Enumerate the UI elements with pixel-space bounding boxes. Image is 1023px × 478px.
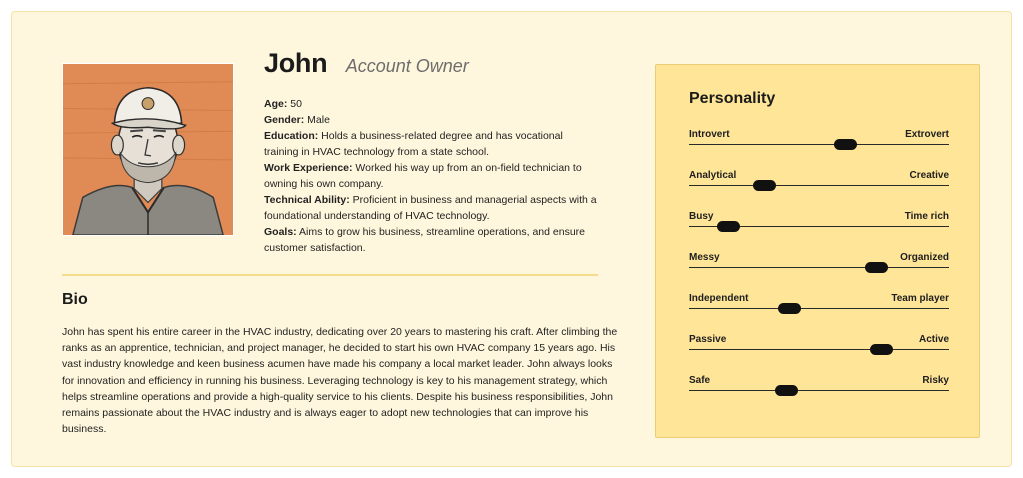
fact-label: Education:	[264, 130, 319, 142]
trait-right-label: Team player	[891, 293, 949, 304]
trait-slider-knob[interactable]	[775, 385, 798, 396]
trait-right-label: Organized	[900, 252, 949, 263]
trait-track	[689, 390, 949, 391]
trait-passive-active	[689, 334, 949, 358]
fact-value: Proficient in business and managerial aspects with a foundational understanding of HVAC technology.	[264, 194, 597, 222]
trait-right-label: Creative	[909, 170, 949, 181]
trait-left-label: Introvert	[689, 129, 730, 140]
persona-role: Account Owner	[345, 56, 469, 76]
trait-slider-knob[interactable]	[865, 262, 888, 273]
trait-slider-knob[interactable]	[753, 180, 776, 191]
trait-slider-knob[interactable]	[834, 139, 857, 150]
trait-safe-risky	[689, 375, 949, 399]
persona-header	[264, 48, 469, 79]
trait-track	[689, 267, 949, 268]
fact-work-experience	[264, 160, 599, 192]
fact-value: Worked his way up from an on-field technician to owning his own company.	[264, 162, 582, 190]
fact-value: Male	[304, 114, 330, 126]
section-divider	[62, 274, 598, 276]
personality-panel	[655, 64, 980, 438]
trait-left-label: Busy	[689, 211, 714, 222]
fact-value: 50	[287, 98, 302, 110]
fact-education	[264, 128, 599, 160]
fact-technical-ability	[264, 192, 599, 224]
fact-gender	[264, 112, 599, 128]
fact-label: Technical Ability:	[264, 194, 350, 206]
persona-name: John	[264, 48, 328, 78]
trait-left-label: Safe	[689, 375, 711, 386]
trait-left-label: Passive	[689, 334, 727, 345]
bio-title: Bio	[62, 291, 88, 308]
trait-messy-organized	[689, 252, 949, 276]
trait-independent-team-player	[689, 293, 949, 317]
fact-goals	[264, 224, 599, 256]
trait-track	[689, 349, 949, 350]
trait-busy-time-rich	[689, 211, 949, 235]
fact-label: Work Experience:	[264, 162, 353, 174]
trait-right-label: Time rich	[904, 211, 949, 222]
trait-left-label: Independent	[689, 293, 749, 304]
trait-track	[689, 185, 949, 186]
trait-analytical-creative	[689, 170, 949, 194]
personality-title: Personality	[689, 90, 776, 107]
bio-text: John has spent his entire career in the HVAC industry, dedicating over 20 years to mastering his craft. After climbing the ranks as an apprentice, technician, and project manager, he decided to start his own HVAC company 15 years ago. His vast industry knowledge and keen business acumen have made his company a local market leader. John always looks for innovation and efficiency in running his business. Leveraging technology is key to his management strategy, which helps streamline operations and provide a high-quality service to his clients. Despite his business responsibilities, John remains passionate about the HVAC industry and is always eager to adopt new technologies that can improve his business.	[62, 326, 618, 436]
fact-label: Gender:	[264, 114, 305, 126]
fact-age	[264, 96, 599, 112]
trait-slider-knob[interactable]	[778, 303, 801, 314]
fact-label: Goals:	[264, 226, 297, 238]
trait-slider-knob[interactable]	[870, 344, 893, 355]
trait-right-label: Active	[918, 334, 949, 345]
trait-left-label: Messy	[689, 252, 720, 263]
persona-facts	[264, 96, 599, 256]
trait-introvert-extrovert	[689, 129, 949, 153]
trait-right-label: Extrovert	[905, 129, 949, 140]
persona-portrait	[62, 63, 234, 236]
trait-left-label: Analytical	[689, 170, 737, 181]
fact-value: Holds a business-related degree and has vocational training in HVAC technology from a state school.	[264, 130, 563, 158]
portrait-illustration	[63, 64, 233, 235]
trait-slider-knob[interactable]	[717, 221, 740, 232]
trait-right-label: Risky	[922, 375, 949, 386]
trait-track	[689, 144, 949, 145]
fact-label: Age:	[264, 98, 288, 110]
fact-value: Aims to grow his business, streamline operations, and ensure customer satisfaction.	[264, 226, 586, 254]
trait-track	[689, 308, 949, 309]
